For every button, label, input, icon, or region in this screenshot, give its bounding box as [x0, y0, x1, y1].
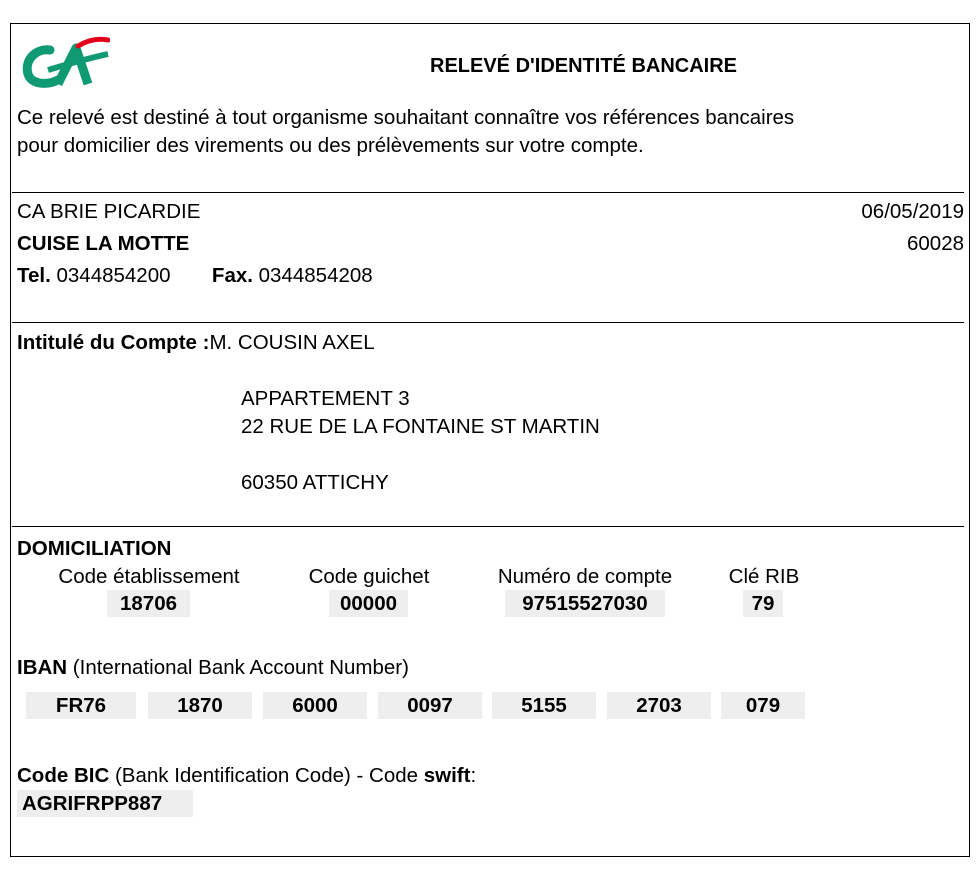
iban-group: 5155: [492, 692, 596, 719]
account-holder: M. COUSIN AXEL: [209, 331, 375, 354]
intro-text-line1: Ce relevé est destiné à tout organisme souhaitant connaître vos références bancaires: [17, 106, 795, 129]
domiciliation-title: DOMICILIATION: [17, 537, 172, 560]
fax-label: Fax.: [211, 264, 253, 287]
iban-group: 0097: [378, 692, 482, 719]
document-date: 06/05/2019: [861, 200, 964, 223]
header-numero-compte: Numéro de compte: [497, 565, 673, 588]
bic-label-swift: swift: [423, 764, 471, 787]
value-code-etablissement: 18706: [107, 590, 190, 617]
fax-value: 0344854208: [258, 264, 373, 287]
divider: [12, 322, 964, 323]
intro-text-line2: pour domicilier des virements ou des prélèvements sur votre compte.: [17, 134, 644, 157]
address-line2: 22 RUE DE LA FONTAINE ST MARTIN: [241, 415, 600, 438]
bank-name: CA BRIE PICARDIE: [17, 200, 201, 223]
header-code-etablissement: Code établissement: [58, 565, 240, 588]
iban-group: 2703: [607, 692, 711, 719]
iban-label-rest: (International Bank Account Number): [67, 656, 409, 679]
value-cle-rib: 79: [743, 590, 783, 617]
value-code-guichet: 00000: [329, 590, 408, 617]
bic-label: [17, 764, 476, 788]
address-line3: 60350 ATTICHY: [241, 471, 389, 494]
tel-value: 0344854200: [56, 264, 171, 287]
address-line1: APPARTEMENT 3: [241, 387, 410, 410]
credit-agricole-logo: [18, 34, 110, 92]
branch-name: CUISE LA MOTTE: [17, 232, 190, 255]
divider: [12, 526, 964, 527]
tel-label: Tel.: [17, 264, 51, 287]
account-label: Intitulé du Compte :: [17, 331, 210, 354]
document-title: RELEVÉ D'IDENTITÉ BANCAIRE: [430, 55, 738, 77]
iban-label: [17, 656, 409, 680]
iban-group: 079: [721, 692, 805, 719]
divider: [12, 192, 964, 193]
iban-group: FR76: [26, 692, 136, 719]
bic-label-end: :: [470, 764, 477, 787]
contact-line: [17, 264, 373, 288]
header-cle-rib: Clé RIB: [728, 565, 800, 588]
iban-label-bold: IBAN: [17, 656, 68, 679]
bic-label-mid: (Bank Identification Code) - Code: [109, 764, 424, 787]
header-code-guichet: Code guichet: [308, 565, 430, 588]
bic-value: AGRIFRPP887: [17, 790, 193, 817]
agency-code: 60028: [906, 232, 964, 255]
value-numero-compte: 97515527030: [505, 590, 665, 617]
bic-label-bold: Code BIC: [17, 764, 110, 787]
iban-group: 6000: [263, 692, 367, 719]
account-title-line: [17, 331, 375, 355]
iban-group: 1870: [148, 692, 252, 719]
